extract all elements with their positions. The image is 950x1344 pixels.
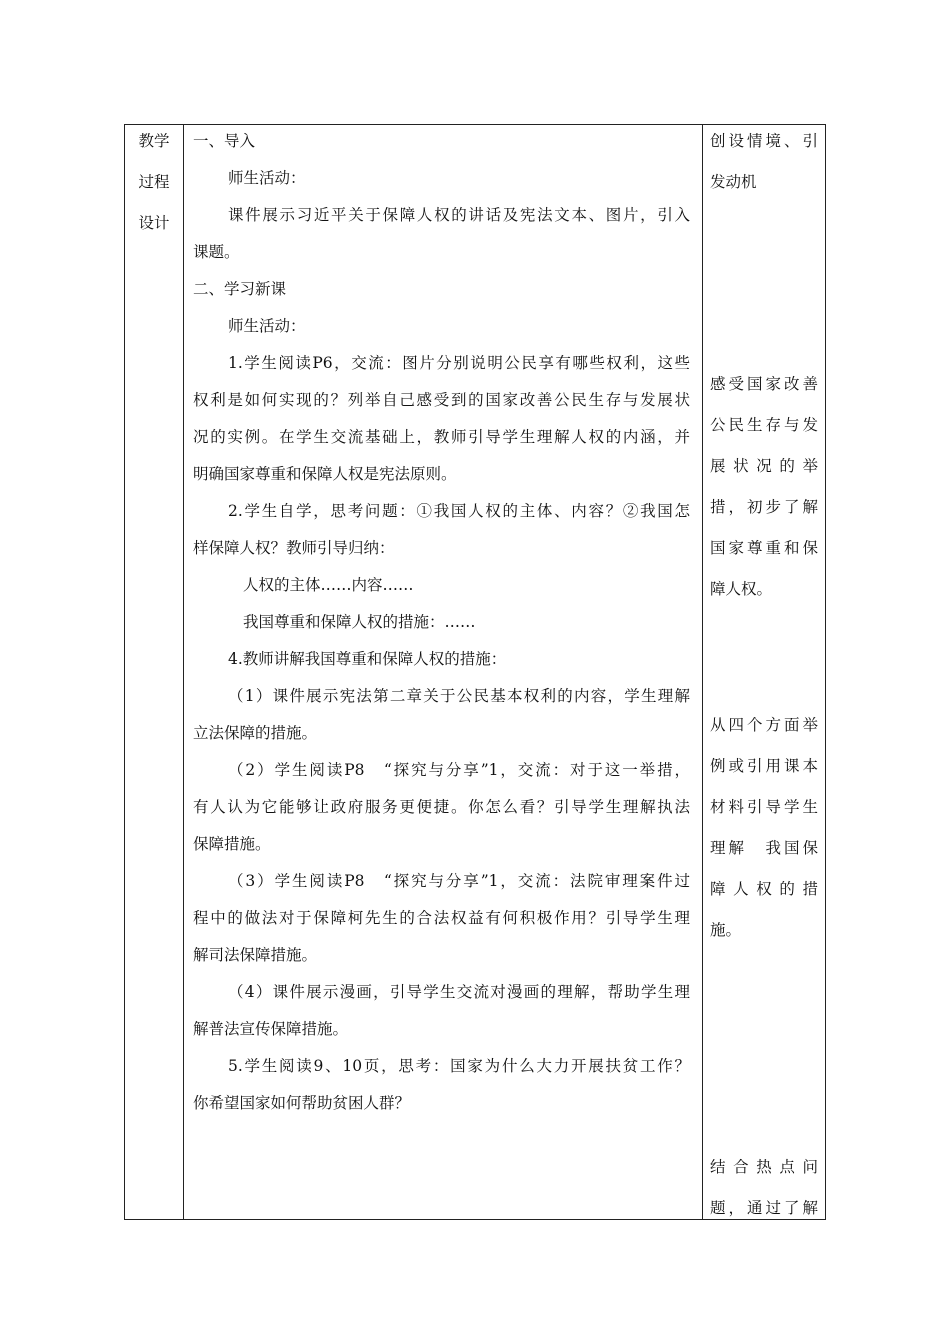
- note-line: 国家尊重和保: [710, 539, 818, 557]
- paragraph-line: 立法保障的措施。: [193, 724, 318, 742]
- note-line: 感受国家改善: [710, 375, 818, 393]
- paragraph-line: 你希望国家如何帮助贫困人群？: [193, 1094, 411, 1112]
- paragraph-line: 有人认为它能够让政府服务更便捷。你怎么看？引导学生理解执法: [193, 798, 690, 816]
- column-divider: [183, 125, 184, 1219]
- stage-label: 过程: [138, 173, 170, 191]
- paragraph-line: 师生活动：: [228, 169, 306, 187]
- paragraph-line: 课题。: [193, 243, 240, 261]
- paragraph-line: 5.学生阅读9、10页，思考：国家为什么大力开展扶贫工作？: [228, 1057, 690, 1075]
- paragraph-line: （4）课件展示漫画，引导学生交流对漫画的理解，帮助学生理: [228, 983, 690, 1001]
- note-line: 创设情境、引: [710, 132, 818, 150]
- note-line: 从四个方面举: [710, 716, 818, 734]
- paragraph-line: 2.学生自学，思考问题：①我国人权的主体、内容？②我国怎: [228, 502, 690, 520]
- paragraph-line: 解普法宣传保障措施。: [193, 1020, 349, 1038]
- paragraph-line: 明确国家尊重和保障人权是宪法原则。: [193, 465, 457, 483]
- note-line: 障人权的措: [710, 880, 818, 898]
- note-line: 障人权。: [710, 580, 773, 598]
- paragraph-line: （2）学生阅读P8 “探究与分享”1，交流：对于这一举措，: [228, 761, 690, 779]
- note-line: 理解 我国保: [710, 839, 818, 857]
- note-line: 例或引用课本: [710, 757, 818, 775]
- paragraph-line: 我国尊重和保障人权的措施：……: [243, 613, 476, 631]
- note-line: 展状况的举: [710, 457, 818, 475]
- paragraph-line: 况的实例。在学生交流基础上，教师引导学生理解人权的内涵，并: [193, 428, 690, 446]
- paragraph-line: 人权的主体……内容……: [243, 576, 414, 594]
- paragraph-line: 程中的做法对于保障柯先生的合法权益有何积极作用？引导学生理: [193, 909, 690, 927]
- lesson-table: [124, 124, 826, 1220]
- note-line: 公民生存与发: [710, 416, 818, 434]
- paragraph-line: 师生活动：: [228, 317, 306, 335]
- paragraph-line: （1）课件展示宪法第二章关于公民基本权利的内容，学生理解: [228, 687, 690, 705]
- paragraph-line: 课件展示习近平关于保障人权的讲话及宪法文本、图片，引入: [228, 206, 690, 224]
- paragraph-line: 1.学生阅读P6，交流：图片分别说明公民享有哪些权利，这些: [228, 354, 690, 372]
- note-line: 施。: [710, 921, 742, 939]
- note-line: 结合热点问: [710, 1158, 818, 1176]
- paragraph-line: （3）学生阅读P8 “探究与分享”1，交流：法院审理案件过: [228, 872, 690, 890]
- paragraph-line: 解司法保障措施。: [193, 946, 318, 964]
- section-heading: 二、学习新课: [193, 280, 287, 298]
- note-line: 材料引导学生: [710, 798, 818, 816]
- stage-label: 教学: [138, 132, 170, 150]
- section-heading: 一、导入: [193, 132, 256, 150]
- note-line: 题，通过了解: [710, 1199, 818, 1217]
- paragraph-line: 样保障人权？教师引导归纳：: [193, 539, 395, 557]
- note-line: 发动机: [710, 173, 757, 191]
- column-divider: [702, 125, 703, 1219]
- paragraph-line: 保障措施。: [193, 835, 271, 853]
- stage-label: 设计: [138, 214, 170, 232]
- paragraph-line: 权利是如何实现的？列举自己感受到的国家改善公民生存与发展状: [193, 391, 690, 409]
- note-line: 措，初步了解: [710, 498, 818, 516]
- paragraph-line: 4.教师讲解我国尊重和保障人权的措施：: [228, 650, 507, 668]
